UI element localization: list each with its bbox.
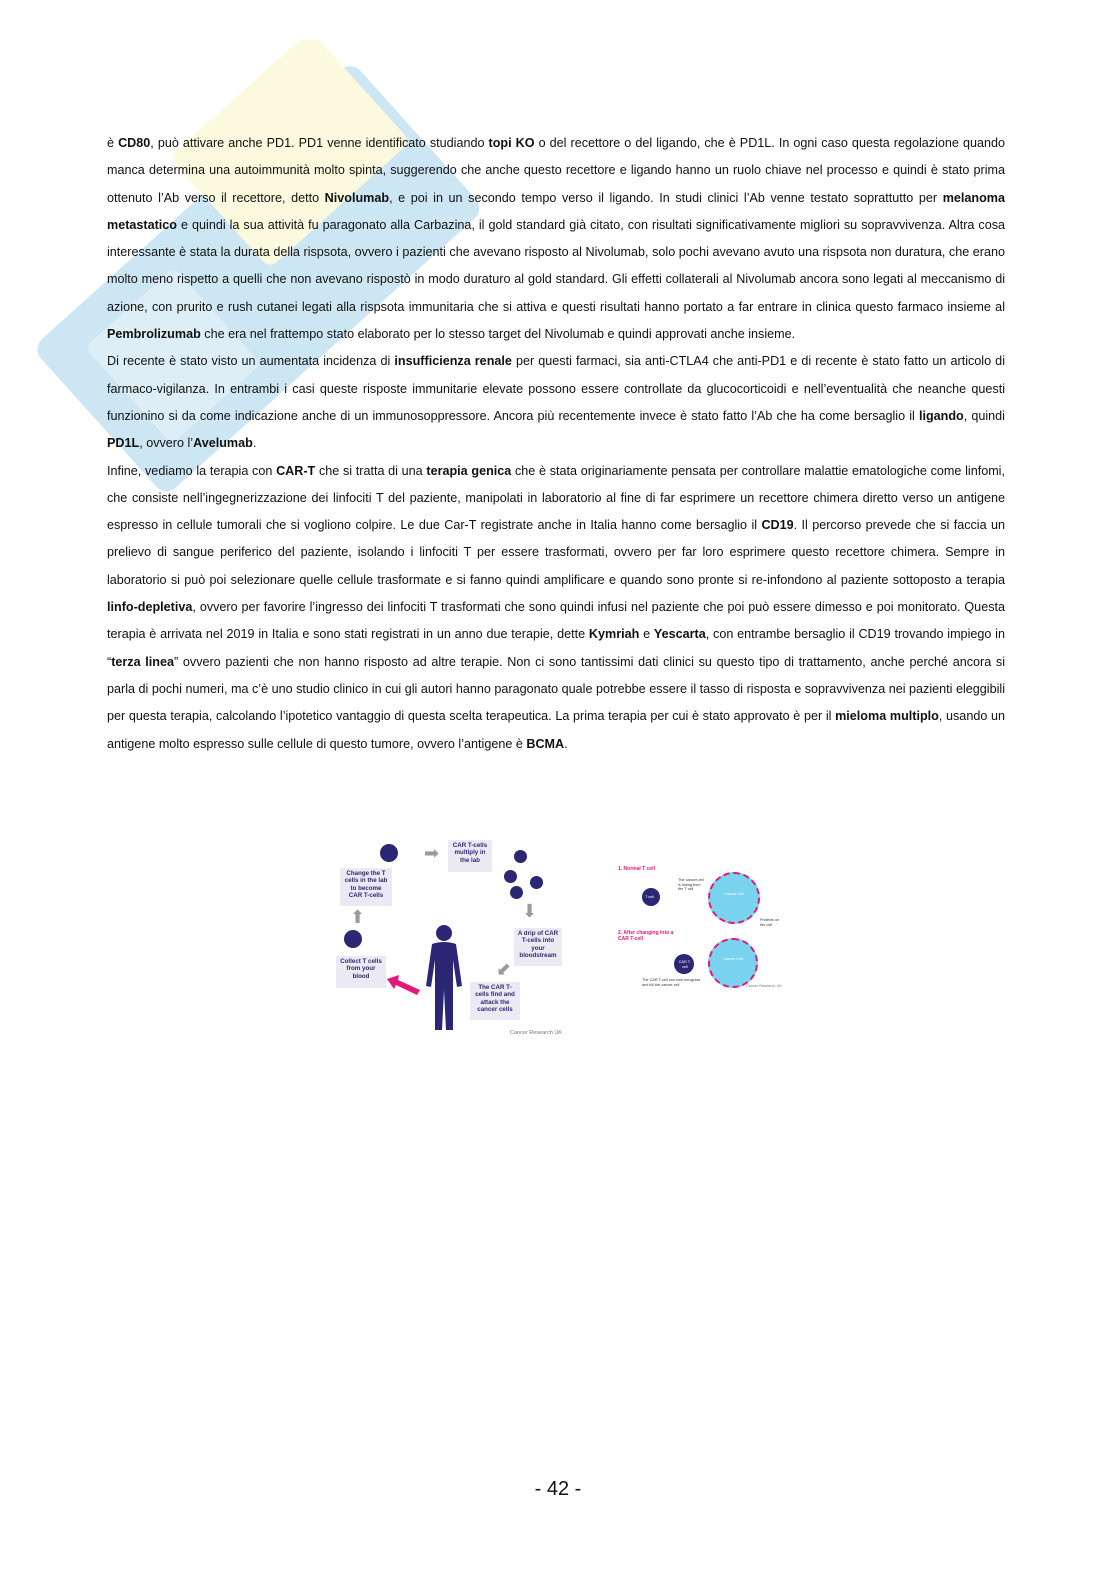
arrow-right-icon: ➡ — [424, 843, 440, 863]
bold-term: CAR-T — [276, 463, 316, 478]
text-run: è — [107, 136, 119, 150]
bold-term: ligando — [918, 408, 964, 423]
text-run: o del recettore o del ligando, che è PD1L. In ogni caso questa regolazione quando manca determina una autoimmunità molto spinta, suggerendo che anche questo recettore e ligando hanno un ruolo chiave nel processo e quindi è stato prima ottenuto l’Ab verso il recettore, detto — [107, 136, 1005, 205]
body-text — [107, 130, 1005, 758]
figure-credit: Cancer Research UK — [510, 1030, 562, 1036]
car-t-label: CAR T-cell — [678, 960, 692, 969]
step1-label: 1. Normal T cell — [618, 866, 655, 872]
drip-box: A drip of CAR T-cells into your bloodstream — [514, 928, 562, 966]
text-run: che si tratta di una — [315, 463, 427, 478]
bold-term: CD80 — [118, 136, 151, 150]
car-t-cell-circle — [514, 850, 527, 863]
person-silhouette-icon — [422, 924, 466, 1032]
attack-box: The CAR T-cells find and attack the cancer cells — [470, 982, 520, 1020]
text-run: . — [564, 736, 568, 751]
car-t-process-figure — [336, 836, 568, 1040]
text-run: , con entrambe bersaglio il CD19 trovando impiego in “ — [107, 627, 1005, 669]
text-run: , e poi in un secondo tempo verso il ligando. In studi clinici l’Ab venne testato soprattutto per — [389, 190, 943, 205]
text-run: , ovvero per favorire l’ingresso dei linfociti T trasformati che sono quindi infusi nel paziente che poi può essere dimesso e poi monitorato. Questa terapia è arrivata nel 2019 in Italia e sono stati registrati in un anno due terapie, dette — [107, 600, 1005, 642]
collect-box: Collect T cells from your blood — [336, 956, 386, 988]
cancer-label-1: Cancer Cell — [724, 892, 744, 896]
text-run: , quindi — [963, 408, 1005, 423]
multiply-box: CAR T-cells multiply in the lab — [448, 840, 492, 872]
cancer-cell-2 — [708, 938, 758, 988]
pink-arrow-icon — [386, 974, 422, 996]
car-t-cell-circle — [504, 870, 517, 883]
bold-term: Kymriah — [588, 627, 640, 642]
proteins-note: Proteins on the cell — [760, 918, 780, 927]
figure-credit: Cancer Research UK — [746, 984, 782, 988]
car-t-mechanism-figure — [612, 862, 794, 990]
bold-term: BCMA — [526, 736, 565, 751]
t-cell-circle — [344, 930, 362, 948]
text-run: . — [252, 436, 257, 451]
text-run: , usando un antigene molto espresso sulle cellule di questo tumore, ovvero l’antigene è — [107, 709, 1006, 751]
bold-term: mieloma multiplo — [835, 709, 939, 724]
text-run: , può attivare anche PD1. PD1 venne identificato studiando — [150, 136, 489, 150]
arrow-up-icon: ⬆ — [350, 907, 366, 927]
bold-term: melanoma metastatico — [107, 190, 1005, 232]
bold-term: insufficienza renale — [394, 354, 512, 369]
text-run: per questi farmaci, sia anti-CTLA4 che anti-PD1 e di recente è stato fatto un articolo di farmaco-vigilanza. In entrambi i casi queste risposte immunitarie elevate possono essere controllate da glucocorticoidi e nell’eventualità che neanche questi funzionino si da come indicazione anche di un immunosoppressore. Ancora più recentemente invece è stato fatto l’Ab che ha come bersaglio il — [107, 354, 1005, 423]
bold-term: terapia genica — [426, 463, 512, 478]
bold-term: Pembrolizumab — [107, 327, 201, 342]
paragraph-1 — [107, 130, 1005, 348]
text-run: Infine, vediamo la terapia con — [107, 463, 277, 478]
change-box: Change the T cells in the lab to become CAR T-cells — [340, 868, 392, 906]
cancer-label-2: Cancer Cell — [723, 957, 743, 961]
bold-term: PD1L — [107, 436, 140, 451]
arrow-down-icon: ⬇ — [522, 901, 538, 921]
text-run: , ovvero l’ — [139, 436, 194, 451]
bold-term: terza linea — [111, 654, 174, 669]
text-run: che era nel frattempo stato elaborato per lo stesso target del Nivolumab e quindi approvati anche insieme. — [200, 327, 796, 342]
t-cell-label: T cell — [645, 895, 655, 899]
text-run: e — [639, 627, 654, 642]
paragraph-2 — [107, 348, 1005, 457]
text-run: ” ovvero pazienti che non hanno risposto ad altre terapie. Non ci sono tantissimi dati clinici su questo tipo di trattamento, anche perché ancora si parla di pochi numeri, ma c’è uno studio clinico in cui gli autori hanno paragonato quale potrebbe essere il tasso di risposta e sopravvivenza nei pazienti eleggibili per questa terapia, calcolando l’ipotetico vantaggio di questa scelta terapeutica. La prima terapia per cui è stato approvato è per il — [107, 654, 1005, 724]
paragraph-3 — [107, 458, 1005, 758]
car-t-cell-circle — [510, 886, 523, 899]
bold-term: Avelumab — [193, 436, 253, 451]
t-cell-circle — [380, 844, 398, 862]
text-run: . Il percorso prevede che si faccia un prelievo di sangue periferico del paziente, isolando i linfociti T per essere trasformati, ovvero per far loro esprimere questo recettore chimera. Sempre in laboratorio si può poi selezionare quelle cellule trasformate e si fanno quindi amplificare e quando sono pronte si re-infondono al paziente sottoposto a terapia — [107, 518, 1005, 587]
hiding-note: The cancer cell is hiding from the T cell — [678, 878, 704, 891]
bold-term: topi KO — [488, 136, 535, 150]
cancer-cell-1 — [708, 872, 760, 924]
bold-term: CD19 — [761, 518, 794, 533]
car-t-cell-circle — [530, 876, 543, 889]
arrow-down-left-icon: ⬋ — [496, 959, 512, 979]
bold-term: linfo-depletiva — [107, 600, 193, 615]
recognise-note: The CAR T-cell can now recognise and kill the cancer cell — [642, 978, 701, 987]
text-run: Di recente è stato visto un aumentata incidenza di — [107, 354, 395, 369]
page-number: - 42 - — [534, 1478, 582, 1500]
text-run: che è stata originariamente pensata per controllare malattie ematologiche come linfomi, che consiste nell’ingegnerizzazione dei linfociti T del paziente, manipolati in laboratorio al fine di far esprimere un recettore chimera diretto verso un antigene espresso in cellule tumorali che si vogliono colpire. Le due Car-T registrate anche in Italia hanno come bersaglio il — [107, 463, 1005, 533]
bold-term: Nivolumab — [324, 190, 390, 205]
text-run: e quindi la sua attività fu paragonato alla Carbazina, il gold standard già citato, con risultati significativamente migliori su sopravvivenza. Altra cosa interessante è stata la durata della rispsota, ovvero i pazienti che avevano risposto al Nivolumab, solo pochi avevano avuto una rispsota non duratura, che erano molto meno rispetto a quelli che non avevano rispostò in modo duraturo al gold standard. Gli effetti collaterali al Nivolumab ancora sono legati al meccanismo di azione, con prurito e rush cutanei legati alla rispsota immunitaria che si attiva e questi risultati hanno portato a far entrare in clinica questo farmaco insieme al — [107, 217, 1005, 314]
bold-term: Yescarta — [653, 627, 706, 642]
step2-label: 2. After changing into a CAR T-cell — [618, 930, 674, 942]
